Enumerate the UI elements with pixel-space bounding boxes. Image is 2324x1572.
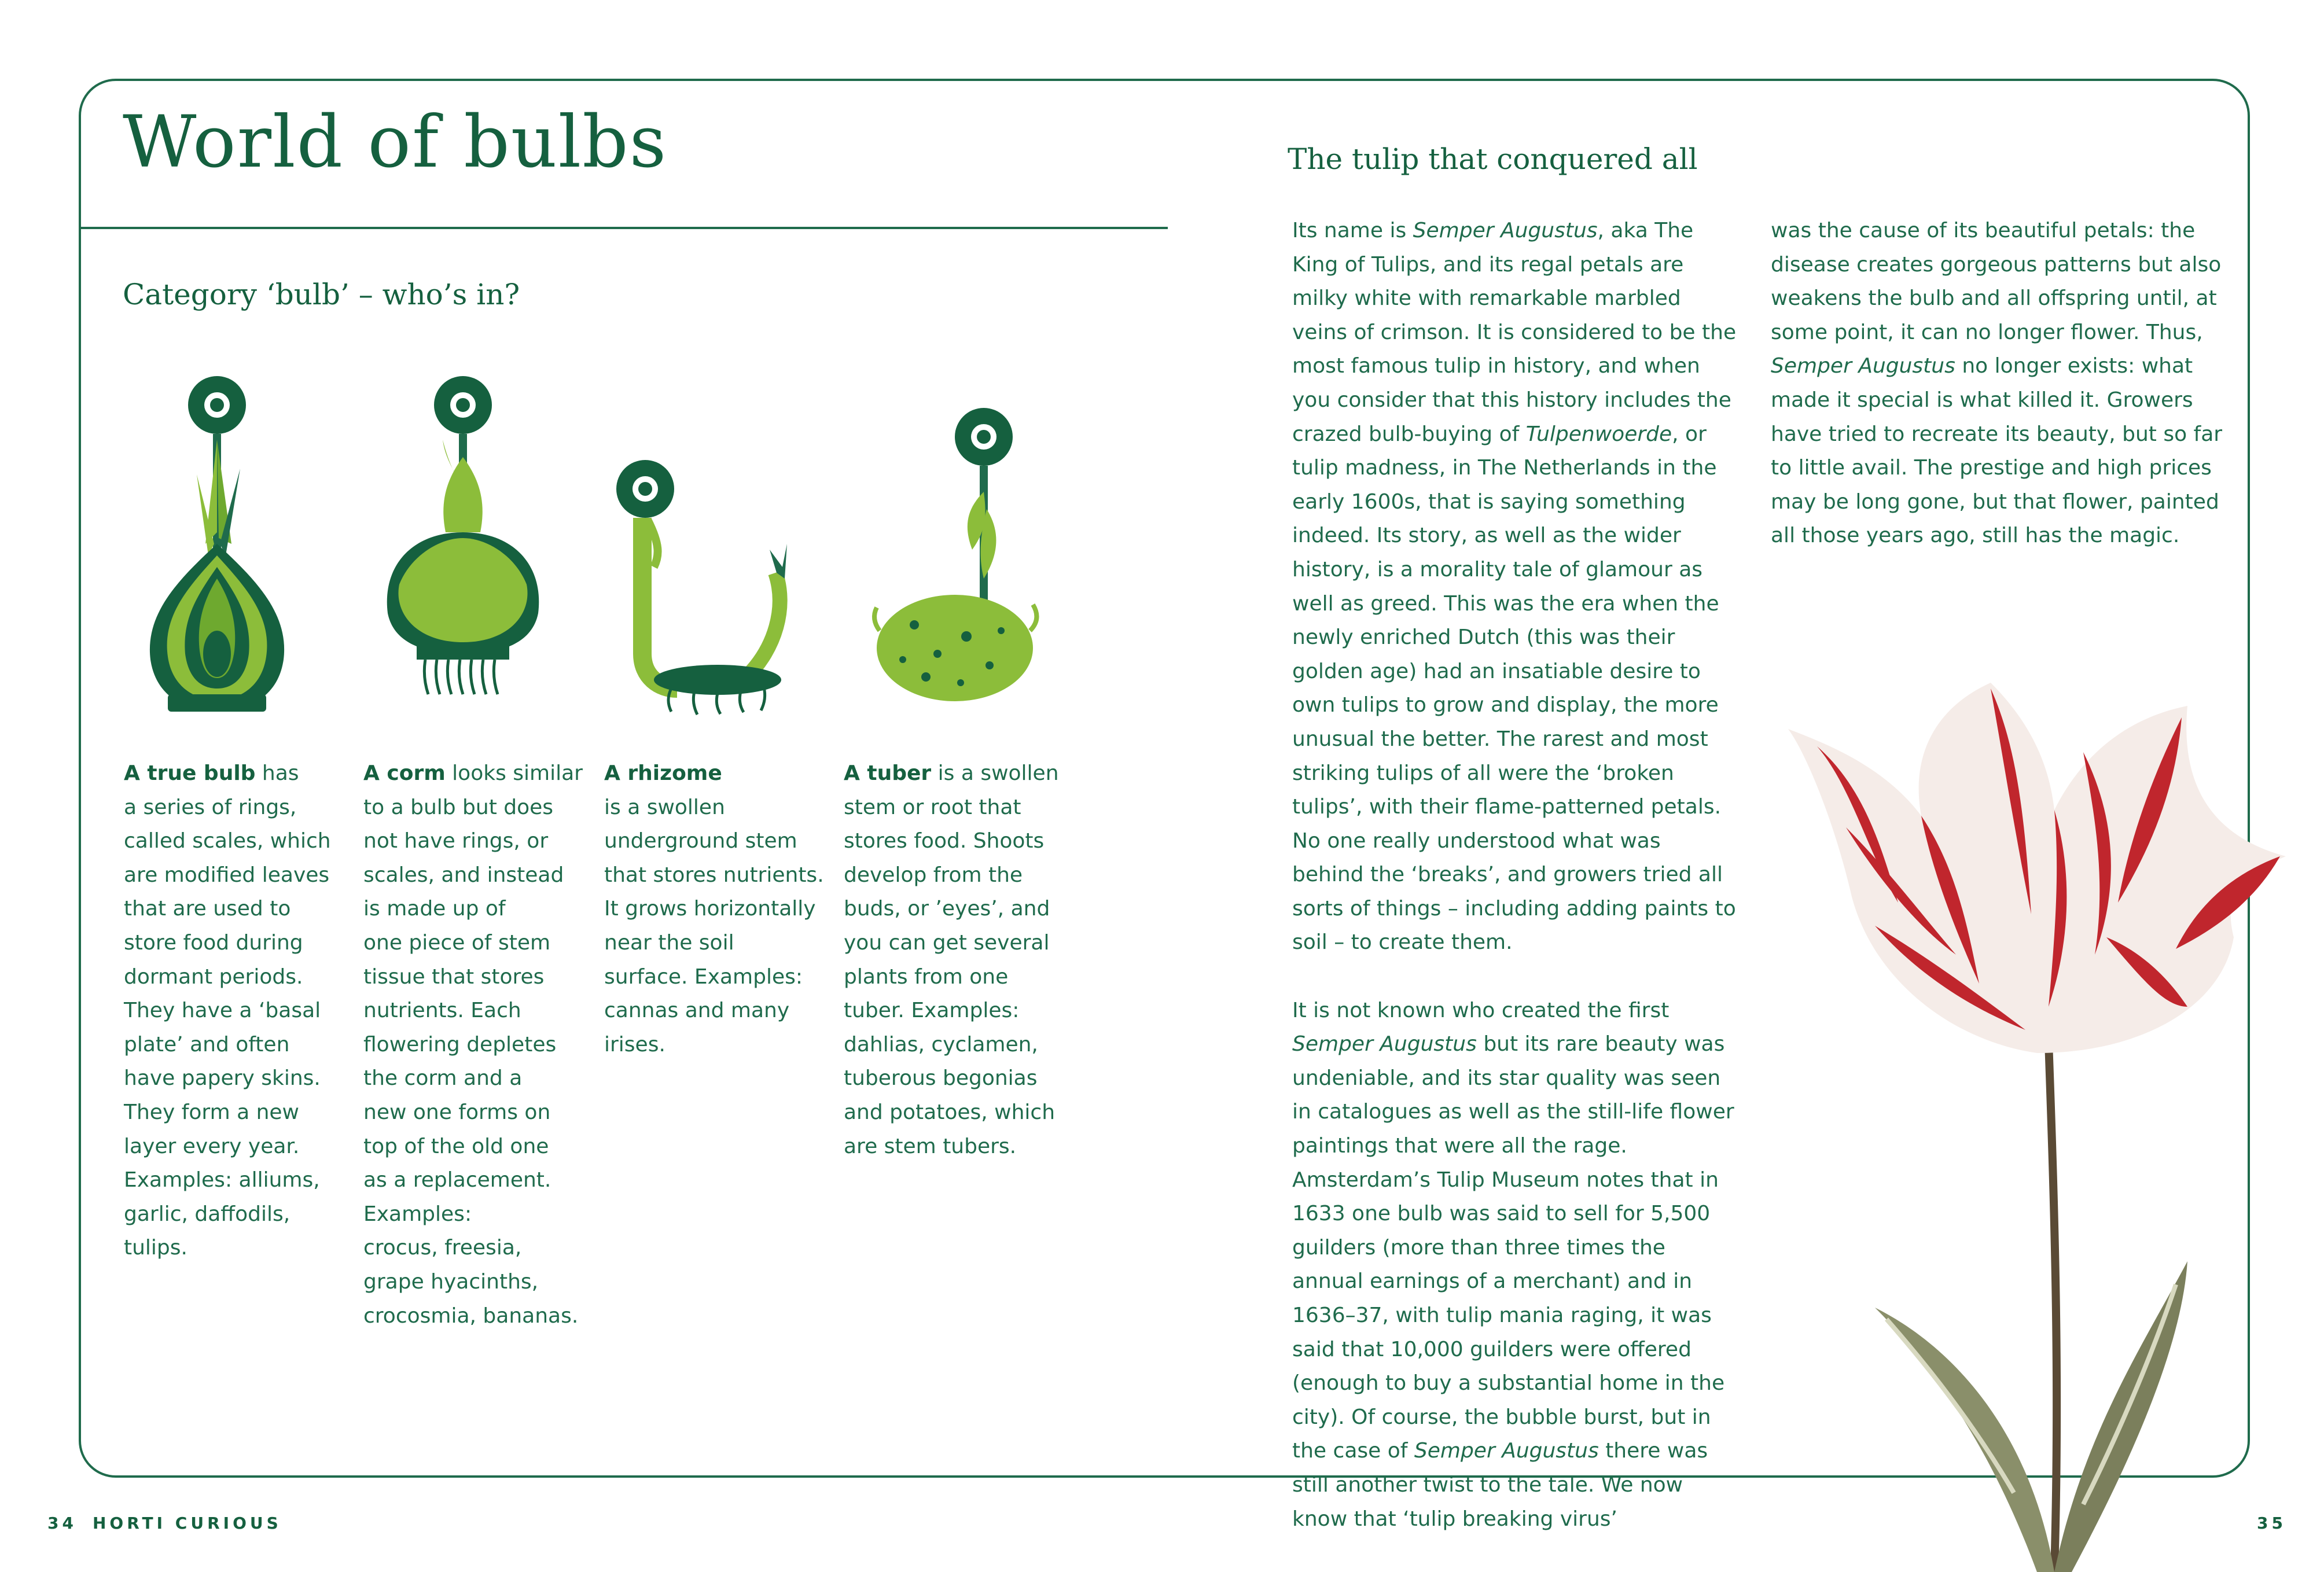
- category-line: crocosmia, bananas.: [363, 1304, 579, 1328]
- category-line: layer every year.: [124, 1134, 300, 1158]
- category-line: top of the old one: [363, 1134, 549, 1158]
- essay-paragraph-2: It is not known who created the first Semper Augustus but its rare beauty was undeniable, and its star quality was seen in catalogues as well as the still-life flower paintings that were all the rage. Amsterdam’s Tulip Museum notes that in 1633 one bulb was said to sell for 5,500 guilders (more than three times the annual earnings of a merchant) and in 1636–37, with tulip mania raging, it was said that 10,000 guilders were offered (enough to buy a substantial home in the city). Of course, the bubble burst, but in the case of Semper Augustus there was still another twist to the tale. We now know that ‘tulip breaking virus’: [1292, 998, 1734, 1531]
- category-term: A rhizome: [604, 761, 722, 785]
- category-line: a series of rings,: [124, 795, 297, 819]
- true-bulb-illustration: [145, 370, 295, 717]
- tulip-illustration: [1782, 683, 2303, 1572]
- flower-icon: [188, 376, 246, 434]
- title-divider: [79, 227, 1168, 229]
- flower-icon: [955, 408, 1013, 466]
- category-line: dormant periods.: [124, 964, 303, 989]
- category-line: garlic, daffodils,: [124, 1202, 290, 1226]
- category-true-bulb: [124, 757, 355, 1265]
- rhizome-illustration: [613, 457, 804, 717]
- category-rhizome: [604, 757, 836, 1062]
- category-line: tissue that stores: [363, 964, 545, 989]
- category-line: dahlias, cyclamen,: [844, 1032, 1038, 1056]
- category-line: A corm looks similar: [363, 761, 583, 785]
- category-line: [604, 757, 836, 791]
- category-line: Examples: alliums,: [124, 1168, 320, 1192]
- category-line: They have a ‘basal: [124, 999, 321, 1023]
- category-line: plate’ and often: [124, 1032, 290, 1056]
- essay-column-2: [1771, 214, 2228, 587]
- category-line: cannas and many: [604, 999, 790, 1023]
- category-line: surface. Examples:: [604, 964, 803, 989]
- section-heading-categories: Category ‘bulb’ – who’s in?: [123, 278, 520, 311]
- category-line: the corm and a: [363, 1066, 523, 1091]
- category-line: called scales, which: [124, 829, 331, 853]
- category-line: are modified leaves: [124, 863, 330, 887]
- category-line: nutrients. Each: [363, 999, 521, 1023]
- flower-icon: [434, 376, 492, 434]
- category-line: have papery skins.: [124, 1066, 321, 1091]
- category-line: scales, and instead: [363, 863, 564, 887]
- category-line: that stores nutrients.: [604, 863, 824, 887]
- corm-illustration: [376, 370, 550, 717]
- category-line: is made up of: [363, 897, 506, 921]
- category-line: underground stem: [604, 829, 797, 853]
- category-tuber: [844, 757, 1075, 1164]
- category-line: tuberous begonias: [844, 1066, 1038, 1091]
- category-line: not have rings, or: [363, 829, 549, 853]
- category-line: near the soil: [604, 930, 734, 955]
- category-line: stores food. Shoots: [844, 829, 1045, 853]
- page-number-right: 35: [2257, 1514, 2286, 1533]
- essay-paragraph-3: was the cause of its beautiful petals: the disease creates gorgeous patterns but also weakens the bulb and all offspring until, at some point, it can no longer flower. Thus, Semper Augustus no longer exists: what made it special is what killed it. Growers have tried to recreate its beauty, but so far to little avail. The prestige and high prices may be long gone, but that flower, painted all those years ago, still has the magic.: [1771, 219, 2223, 548]
- category-line: grape hyacinths,: [363, 1269, 539, 1294]
- category-line: irises.: [604, 1032, 665, 1056]
- category-line: stem or root that: [844, 795, 1021, 819]
- category-line: new one forms on: [363, 1100, 551, 1124]
- category-corm: [363, 757, 595, 1333]
- category-line: develop from the: [844, 863, 1023, 887]
- page-title: World of bulbs: [123, 101, 668, 184]
- category-line: to a bulb but does: [363, 795, 554, 819]
- page-number-left: 34: [47, 1514, 77, 1533]
- category-line: crocus, freesia,: [363, 1236, 522, 1260]
- flower-icon: [616, 460, 674, 518]
- tuber-illustration: [868, 405, 1042, 706]
- category-line: one piece of stem: [363, 930, 551, 955]
- running-head: HORTI CURIOUS: [93, 1514, 282, 1533]
- category-term: A true bulb: [124, 761, 256, 785]
- category-line: you can get several: [844, 930, 1050, 955]
- category-line: that are used to: [124, 897, 291, 921]
- category-line: A tuber is a swollen: [844, 761, 1059, 785]
- category-line: flowering depletes: [363, 1032, 557, 1056]
- category-line: It grows horizontally: [604, 897, 816, 921]
- category-line: and potatoes, which: [844, 1100, 1056, 1124]
- category-line: A true bulb has: [124, 761, 299, 785]
- category-line: is a swollen: [604, 795, 725, 819]
- category-line: tulips.: [124, 1236, 187, 1260]
- category-line: tuber. Examples:: [844, 999, 1020, 1023]
- section-heading-tulip: The tulip that conquered all: [1288, 142, 1698, 176]
- category-term: A corm: [363, 761, 446, 785]
- category-line: store food during: [124, 930, 303, 955]
- essay-column-1: [1292, 214, 1738, 1570]
- category-line: They form a new: [124, 1100, 299, 1124]
- category-line: Examples:: [363, 1202, 472, 1226]
- category-line: plants from one: [844, 964, 1009, 989]
- category-term: A tuber: [844, 761, 932, 785]
- category-line: as a replacement.: [363, 1168, 551, 1192]
- category-line: are stem tubers.: [844, 1134, 1017, 1158]
- essay-paragraph-1: Its name is Semper Augustus, aka The King of Tulips, and its regal petals are milky white with remarkable marbled veins of crimson. It is considered to be the most famous tulip in history, and when you consider that this history includes the crazed bulb-buying of Tulpenwoerde, or tulip madness, in The Netherlands in the early 1600s, that is saying something indeed. Its story, as well as the wider history, is a morality tale of glamour as well as greed. This was the era when the newly enriched Dutch (this was their golden age) had an insatiable desire to own tulips to grow and display, the more unusual the better. The rarest and most striking tulips of all were the ‘broken tulips’, with their flame-patterned petals. No one really understood what was behind the ‘breaks’, and growers tried all sorts of things – including adding paints to soil – to create them.: [1292, 219, 1737, 955]
- category-line: buds, or ’eyes’, and: [844, 897, 1050, 921]
